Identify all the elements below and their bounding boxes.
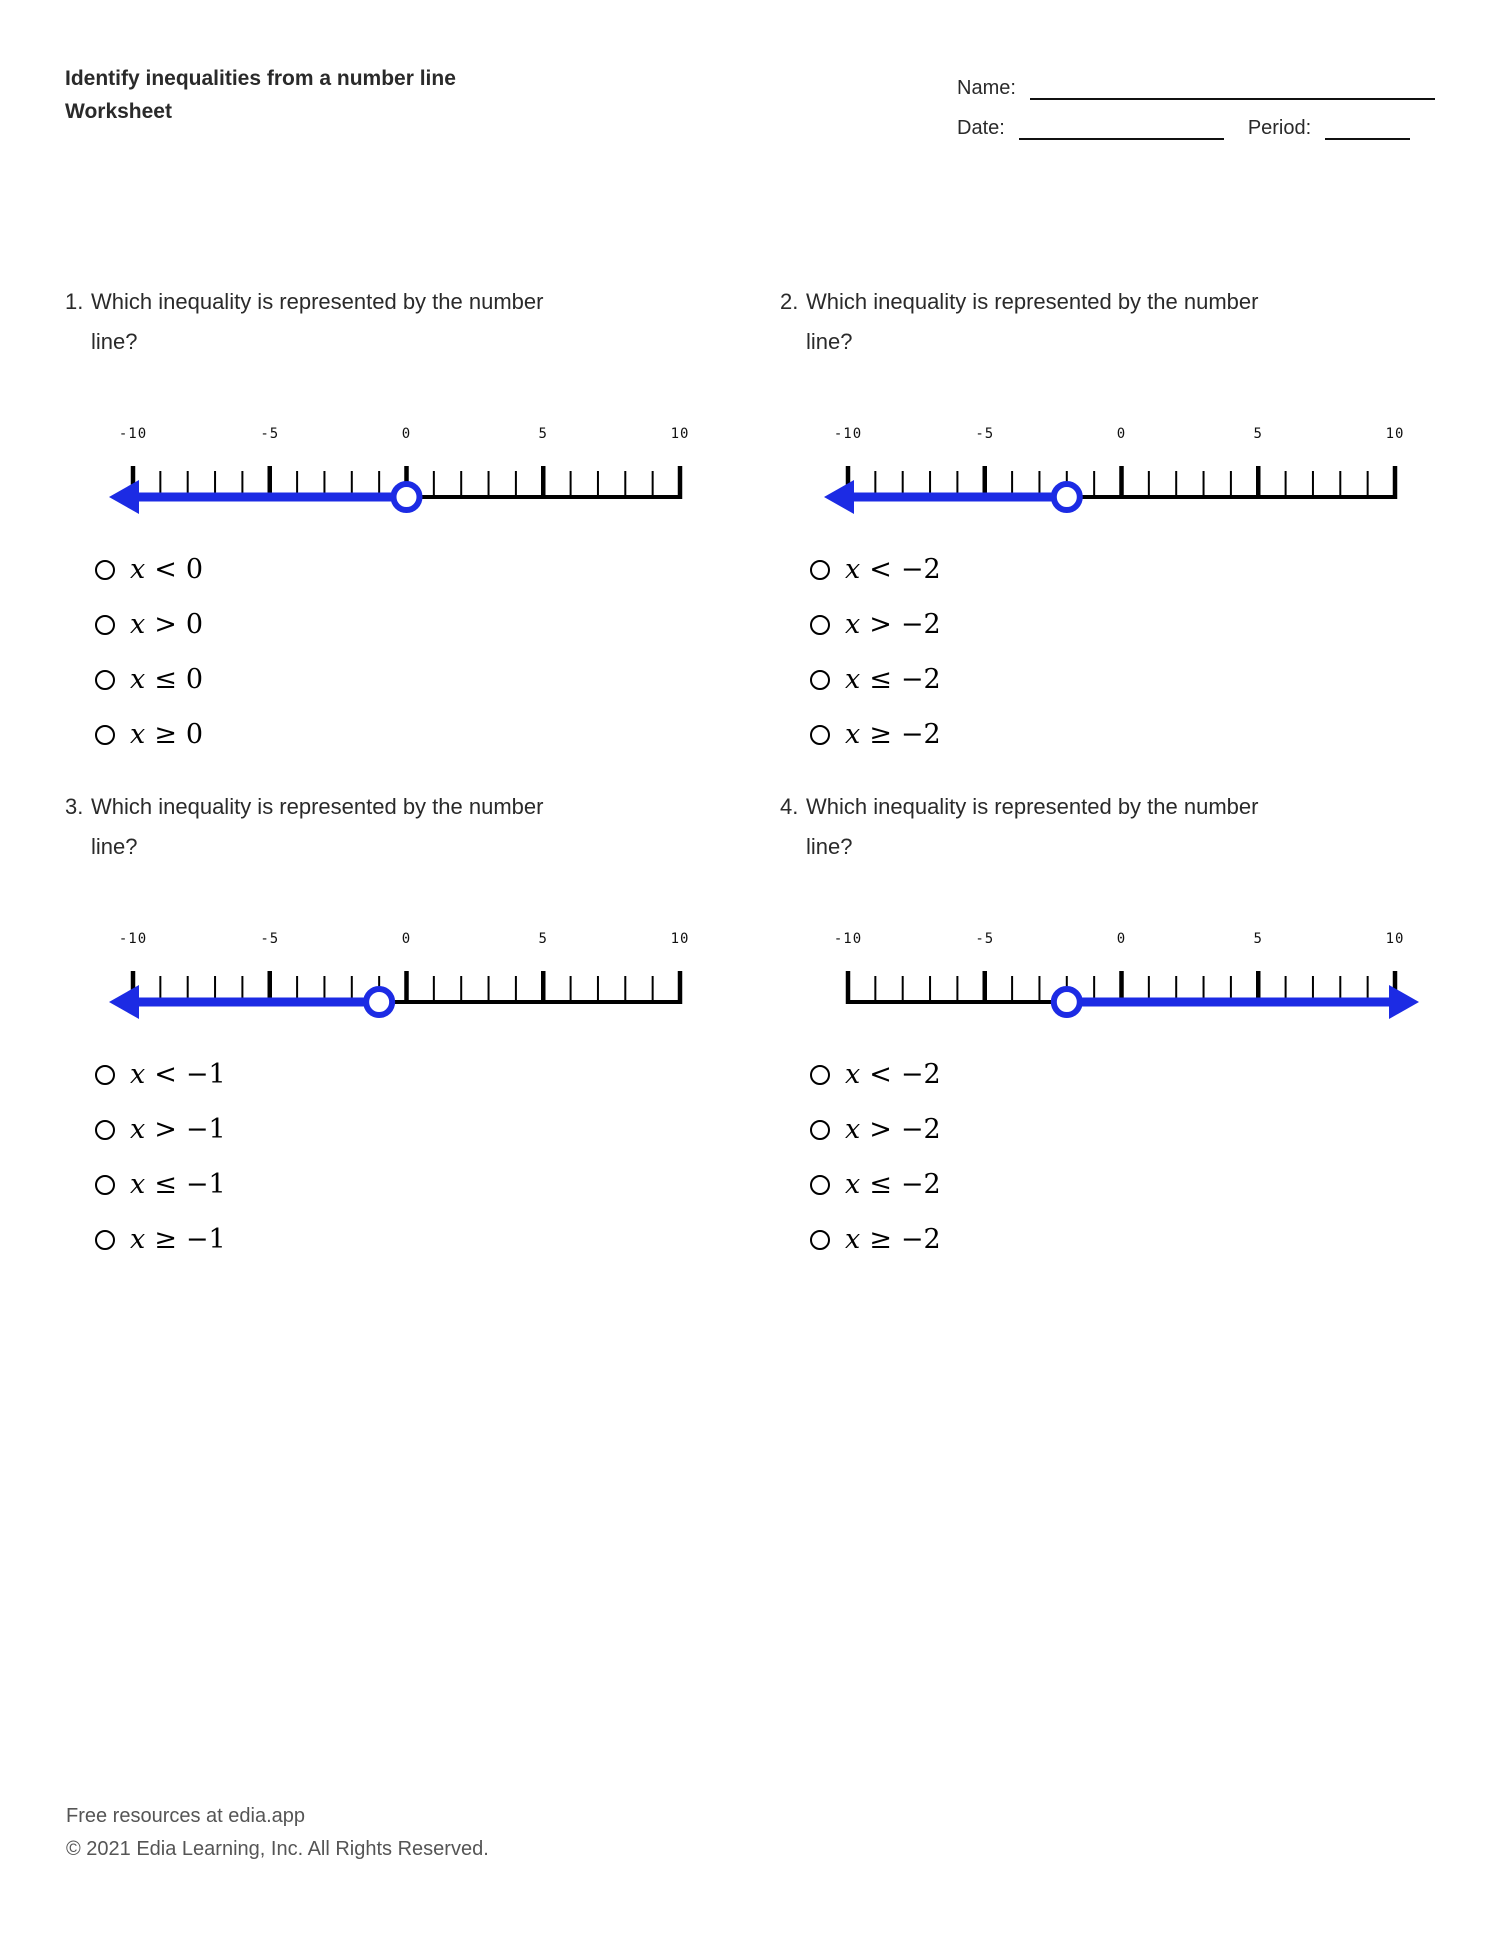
question-prompt: Which inequality is represented by the number line? [91, 289, 544, 354]
answer-option[interactable] [95, 1102, 710, 1157]
radio-button-icon[interactable] [95, 1120, 115, 1140]
option-expression: x < −1 [130, 1059, 226, 1090]
svg-text:0: 0 [1116, 426, 1127, 442]
option-expression: x ≥ −2 [845, 719, 941, 750]
question-prompt: Which inequality is represented by the number line? [91, 794, 544, 859]
option-expression: x ≤ −2 [845, 664, 941, 695]
period-label: Period: [1247, 117, 1312, 139]
answer-option[interactable] [810, 707, 1425, 762]
answer-option[interactable] [810, 1102, 1425, 1157]
radio-button-icon[interactable] [810, 615, 830, 635]
number-line [780, 420, 1425, 525]
svg-text:-10: -10 [833, 931, 863, 947]
answer-options [780, 1047, 1425, 1267]
answer-option[interactable] [95, 1157, 710, 1212]
number-line [65, 925, 710, 1030]
svg-text:10: 10 [670, 426, 690, 442]
svg-text:0: 0 [401, 931, 412, 947]
radio-button-icon[interactable] [810, 725, 830, 745]
number-line [780, 925, 1425, 1030]
worksheet-title [65, 62, 456, 154]
svg-text:5: 5 [538, 426, 548, 442]
answer-option[interactable] [810, 597, 1425, 652]
answer-option[interactable] [95, 542, 710, 597]
svg-text:-5: -5 [975, 426, 995, 442]
svg-text:0: 0 [1116, 931, 1127, 947]
name-field-row [957, 74, 1435, 100]
option-expression: x > −2 [845, 609, 941, 640]
student-fields [957, 62, 1435, 154]
svg-text:-10: -10 [118, 931, 148, 947]
footer-copyright-text: © 2021 Edia Learning, Inc. All Rights Reserved. [66, 1838, 489, 1860]
option-expression: x ≥ −2 [845, 1224, 941, 1255]
answer-options [65, 1047, 710, 1267]
svg-text:10: 10 [1385, 931, 1405, 947]
radio-button-icon[interactable] [95, 560, 115, 580]
option-expression: x ≤ 0 [130, 664, 204, 695]
question-number: 3. [65, 794, 84, 819]
radio-button-icon[interactable] [810, 1120, 830, 1140]
option-expression: x < −2 [845, 1059, 941, 1090]
answer-option[interactable] [810, 1212, 1425, 1267]
period-write-line[interactable] [1325, 122, 1410, 140]
svg-text:-10: -10 [833, 426, 863, 442]
question-3 [65, 787, 710, 1267]
question-prompt: Which inequality is represented by the number line? [806, 289, 1259, 354]
option-expression: x ≥ 0 [130, 719, 204, 750]
question-prompt: Which inequality is represented by the number line? [806, 794, 1259, 859]
option-expression: x < 0 [130, 554, 204, 585]
page-footer [66, 1800, 489, 1866]
answer-option[interactable] [95, 652, 710, 707]
questions-grid [65, 282, 1435, 1267]
radio-button-icon[interactable] [95, 615, 115, 635]
option-expression: x ≤ −2 [845, 1169, 941, 1200]
question-3-header [65, 787, 710, 867]
radio-button-icon[interactable] [95, 670, 115, 690]
svg-text:10: 10 [1385, 426, 1405, 442]
radio-button-icon[interactable] [810, 1175, 830, 1195]
svg-text:-5: -5 [260, 931, 280, 947]
answer-option[interactable] [95, 597, 710, 652]
question-number: 1. [65, 289, 84, 314]
title-line-1: Identify inequalities from a number line [65, 67, 456, 90]
title-line-2: Worksheet [65, 100, 172, 123]
option-expression: x > −2 [845, 1114, 941, 1145]
date-period-field-row [957, 114, 1435, 140]
name-write-line[interactable] [1030, 82, 1435, 100]
answer-option[interactable] [95, 1047, 710, 1102]
radio-button-icon[interactable] [95, 1230, 115, 1250]
svg-text:5: 5 [538, 931, 548, 947]
radio-button-icon[interactable] [810, 560, 830, 580]
option-expression: x ≥ −1 [130, 1224, 226, 1255]
date-write-line[interactable] [1019, 122, 1224, 140]
radio-button-icon[interactable] [95, 1065, 115, 1085]
option-expression: x > −1 [130, 1114, 226, 1145]
svg-text:-10: -10 [118, 426, 148, 442]
worksheet-header [65, 62, 1435, 154]
svg-text:-5: -5 [260, 426, 280, 442]
radio-button-icon[interactable] [810, 1230, 830, 1250]
radio-button-icon[interactable] [810, 670, 830, 690]
radio-button-icon[interactable] [810, 1065, 830, 1085]
answer-option[interactable] [95, 1212, 710, 1267]
answer-options [65, 542, 710, 762]
name-label: Name: [957, 77, 1016, 99]
option-expression: x > 0 [130, 609, 204, 640]
number-line [65, 420, 710, 525]
svg-text:10: 10 [670, 931, 690, 947]
question-2-header [780, 282, 1425, 362]
answer-option[interactable] [810, 1047, 1425, 1102]
answer-options [780, 542, 1425, 762]
answer-option[interactable] [810, 542, 1425, 597]
answer-option[interactable] [95, 707, 710, 762]
radio-button-icon[interactable] [95, 1175, 115, 1195]
answer-option[interactable] [810, 1157, 1425, 1212]
footer-resources-text: Free resources at edia.app [66, 1805, 306, 1827]
option-expression: x ≤ −1 [130, 1169, 226, 1200]
option-expression: x < −2 [845, 554, 941, 585]
question-2 [780, 282, 1425, 762]
question-1-header [65, 282, 710, 362]
svg-text:5: 5 [1253, 426, 1263, 442]
answer-option[interactable] [810, 652, 1425, 707]
question-4-header [780, 787, 1425, 867]
svg-text:5: 5 [1253, 931, 1263, 947]
question-4 [780, 787, 1425, 1267]
date-label: Date: [957, 117, 1005, 139]
svg-text:0: 0 [401, 426, 412, 442]
svg-text:-5: -5 [975, 931, 995, 947]
question-number: 2. [780, 289, 799, 314]
question-number: 4. [780, 794, 799, 819]
question-1 [65, 282, 710, 762]
radio-button-icon[interactable] [95, 725, 115, 745]
